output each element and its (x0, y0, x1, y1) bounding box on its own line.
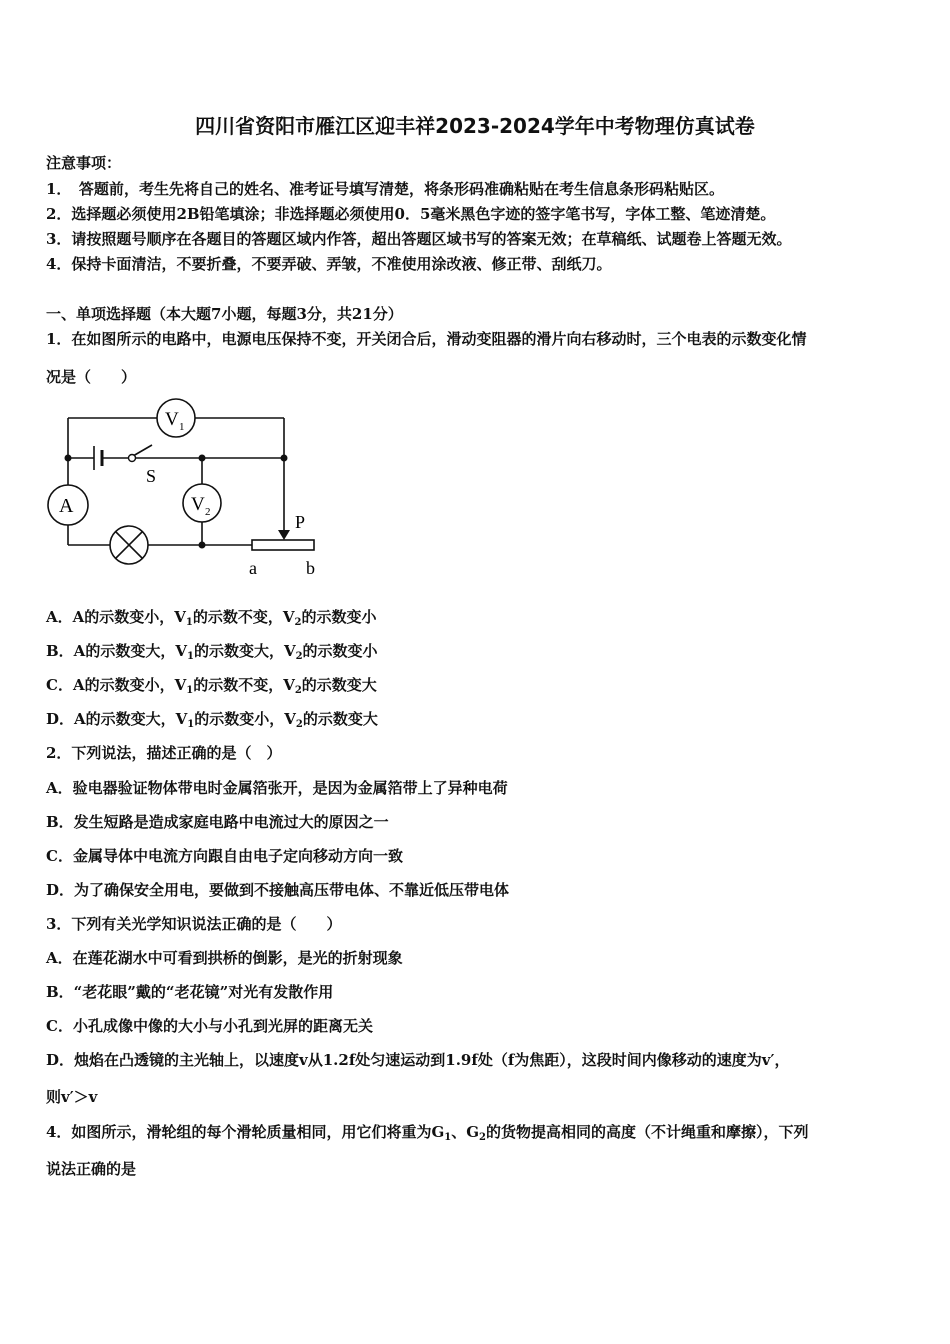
option-a: A．A的示数变小，$V_1$的示数不变，$V_2$的示数变小 (46, 608, 377, 628)
v2-subscript: 2 (205, 506, 211, 518)
question-2-stem: 2．下列说法，描述正确的是（ ） (46, 744, 282, 762)
ammeter-label: A (59, 495, 74, 517)
option-d: D．为了确保安全用电，要做到不接触高压带电体、不靠近低压带电体 (46, 881, 510, 899)
question-4-stem: 4．如图所示，滑轮组的每个滑轮质量相同，用它们将重为$G_1$、$G_2$的货物提高相同的高度（不计绳重和摩擦），下列 (46, 1123, 809, 1143)
option-a: A．在莲花湖水中可看到拱桥的倒影，是光的折射现象 (46, 949, 403, 967)
option-d-cont: 则v′＞v (46, 1088, 98, 1106)
ammeter-icon (48, 485, 88, 525)
voltmeter-v2-icon (183, 484, 221, 522)
option-c: C．A的示数变小，$V_1$的示数不变，$V_2$的示数变大 (46, 676, 377, 696)
option-d: D．A的示数变大，$V_1$的示数变小，$V_2$的示数变大 (46, 710, 378, 730)
switch-label: S (146, 466, 157, 486)
option-b: B．“老花眼”戴的“老花镜”对光有发散作用 (46, 983, 334, 1001)
lamp-icon (110, 526, 148, 564)
voltmeter-v1-icon (157, 399, 195, 437)
question-1-stem: 1．在如图所示的电路中，电源电压保持不变，开关闭合后，滑动变阻器的滑片向右移动时，三个电表的示数变化情 (46, 330, 807, 348)
notes-heading: 注意事项： (46, 154, 122, 172)
option-b: B．A的示数变大，$V_1$的示数变大，$V_2$的示数变小 (46, 642, 378, 662)
option-b: B．发生短路是造成家庭电路中电流过大的原因之一 (46, 813, 389, 831)
page-title: 四川省资阳市雁江区迎丰祥2023-2024学年中考物理仿真试卷 (195, 114, 755, 138)
note-item: 4．保持卡面清洁，不要折叠，不要弄破、弄皱，不准使用涂改液、修正带、刮纸刀。 (46, 255, 612, 273)
option-a: A．验电器验证物体带电时金属箔张开，是因为金属箔带上了异种电荷 (46, 779, 508, 797)
switch-icon (129, 455, 136, 462)
v1-subscript: 1 (179, 421, 185, 433)
option-d: D．烛焰在凸透镜的主光轴上，以速度v从1.2f处匀速运动到1.9f处（f为焦距），这段时间内像移动的速度为v′， (46, 1051, 790, 1069)
section-heading: 一、单项选择题（本大题7小题，每题3分，共21分） (46, 305, 403, 323)
question-3-stem: 3．下列有关光学知识说法正确的是（ ） (46, 915, 342, 933)
v2-label: V (191, 494, 205, 515)
option-c: C．小孔成像中像的大小与小孔到光屏的距离无关 (46, 1017, 373, 1035)
end-a-label: a (249, 558, 257, 578)
slider-label: P (295, 512, 306, 532)
end-b-label: b (306, 558, 315, 578)
note-item: 1． 答题前，考生先将自己的姓名、准考证号填写清楚，将条形码准确粘贴在考生信息条形码粘贴区。 (46, 180, 724, 198)
question-4-stem-cont: 说法正确的是 (46, 1160, 137, 1178)
note-item: 3．请按照题号顺序在各题目的答题区域内作答，超出答题区域书写的答案无效；在草稿纸、试题卷上答题无效。 (46, 230, 792, 248)
v1-label: V (165, 409, 179, 430)
rheostat-icon (252, 530, 314, 550)
option-c: C．金属导体中电流方向跟自由电子定向移动方向一致 (46, 847, 403, 865)
circuit-diagram (40, 390, 340, 590)
note-item: 2．选择题必须使用2B铅笔填涂；非选择题必须使用0．5毫米黑色字迹的签字笔书写，字体工整、笔迹清楚。 (46, 205, 776, 223)
question-1-stem-cont: 况是（ ） (46, 368, 137, 386)
